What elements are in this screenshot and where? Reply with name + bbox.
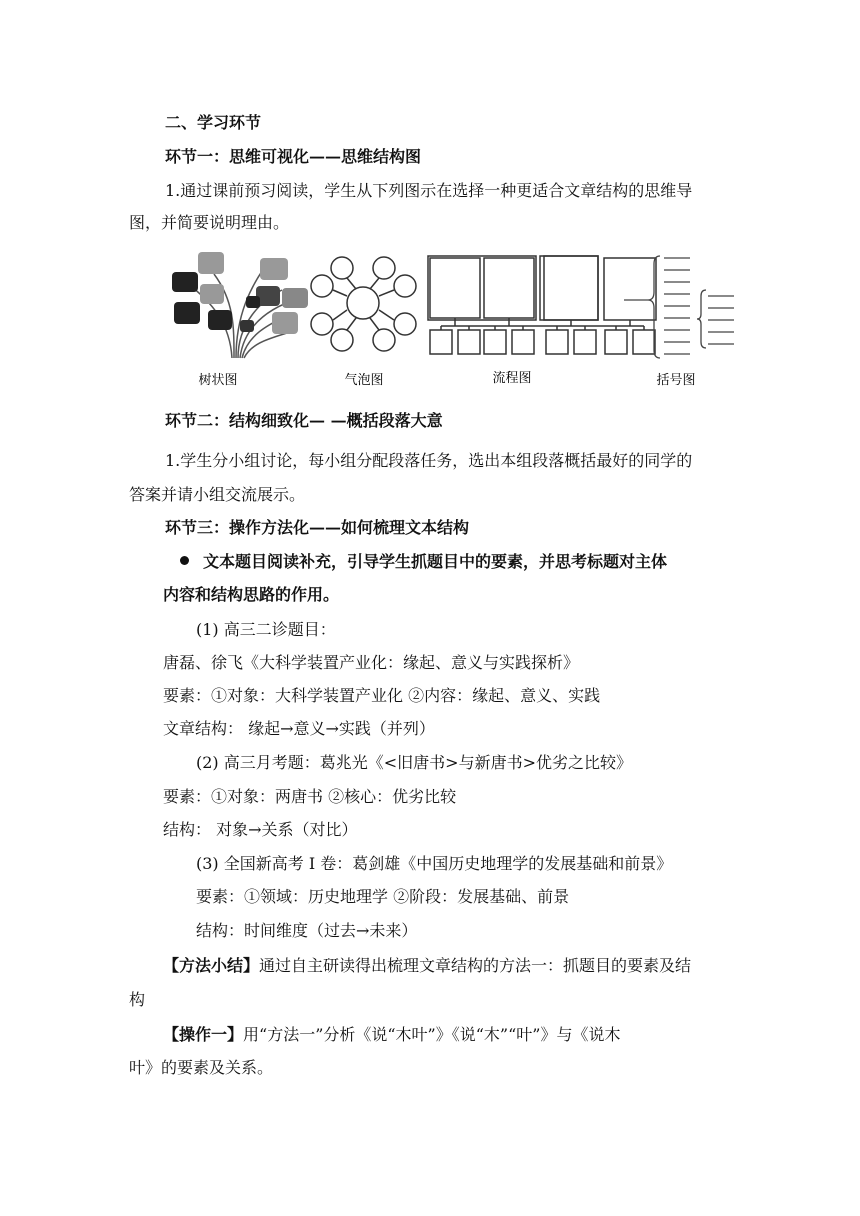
step3-heading: 环节三：操作方法化——如何梳理文本结构 bbox=[165, 518, 470, 537]
bullet-icon bbox=[180, 556, 189, 565]
operation1-label: 【操作一】 bbox=[163, 1025, 244, 1044]
step3-bullet-line2: 内容和结构思路的作用。 bbox=[163, 585, 340, 604]
step2-paragraph-line1: 1.学生分小组讨论，每小组分配段落任务，选出本组段落概括最好的同学的 bbox=[165, 451, 693, 470]
tree-map-diagram bbox=[172, 252, 308, 358]
operation1-text: 用“方法一”分析《说“木叶”》《说“木”“叶”》与《说木 bbox=[243, 1025, 621, 1044]
step1-paragraph-line2: 图，并简要说明理由。 bbox=[129, 213, 290, 232]
method-summary-line1 bbox=[163, 955, 691, 977]
example3-elements: 要素：①领域：历史地理学 ②阶段：发展基础、前景 bbox=[196, 887, 570, 906]
example2-title: (2) 高三月考题：葛兆光《<旧唐书>与新唐书>优劣之比较》 bbox=[196, 753, 632, 772]
example1-elements: 要素：①对象：大科学装置产业化 ②内容：缘起、意义、实践 bbox=[163, 686, 601, 705]
flow-map-caption: 流程图 bbox=[492, 371, 532, 386]
example2-structure: 结构： 对象→关系（对比） bbox=[163, 820, 358, 839]
example1-title: (1) 高三二诊题目： bbox=[196, 620, 336, 639]
method-summary-line2: 构 bbox=[129, 990, 146, 1009]
tree-map-caption: 树状图 bbox=[198, 373, 238, 388]
brace-map-caption: 括号图 bbox=[656, 373, 696, 388]
step3-bullet-line1 bbox=[180, 551, 667, 573]
example3-title: (3) 全国新高考 I 卷：葛剑雄《中国历史地理学的发展基础和前景》 bbox=[196, 854, 673, 873]
flow-map-diagram bbox=[428, 256, 656, 354]
thinking-map-figure bbox=[160, 246, 740, 394]
example1-structure: 文章结构： 缘起→意义→实践（并列） bbox=[163, 719, 435, 738]
section-title: 二、学习环节 bbox=[165, 113, 262, 132]
method-summary-text: 通过自主研读得出梳理文章结构的方法一：抓题目的要素及结 bbox=[259, 956, 692, 975]
operation1-line1 bbox=[163, 1024, 620, 1046]
bubble-map-caption: 气泡图 bbox=[344, 373, 384, 388]
example1-source: 唐磊、徐飞《大科学装置产业化：缘起、意义与实践探析》 bbox=[163, 653, 580, 672]
example3-structure: 结构：时间维度（过去→未来） bbox=[196, 921, 418, 940]
step1-paragraph-line1: 1.通过课前预习阅读，学生从下列图示在选择一种更适合文章结构的思维导 bbox=[165, 181, 693, 200]
method-summary-label: 【方法小结】 bbox=[163, 956, 260, 975]
example2-elements: 要素：①对象：两唐书 ②核心：优劣比较 bbox=[163, 787, 457, 806]
step1-heading: 环节一：思维可视化——思维结构图 bbox=[165, 147, 422, 166]
step3-bullet-text: 文本题目阅读补充，引导学生抓题目中的要素，并思考标题对主体 bbox=[203, 552, 668, 571]
operation1-line2: 叶》的要素及关系。 bbox=[129, 1058, 274, 1077]
brace-map-diagram bbox=[624, 256, 734, 358]
step2-heading: 环节二：结构细致化— —概括段落大意 bbox=[165, 411, 443, 430]
step2-paragraph-line2: 答案并请小组交流展示。 bbox=[129, 485, 306, 504]
bubble-map-diagram bbox=[311, 257, 416, 351]
